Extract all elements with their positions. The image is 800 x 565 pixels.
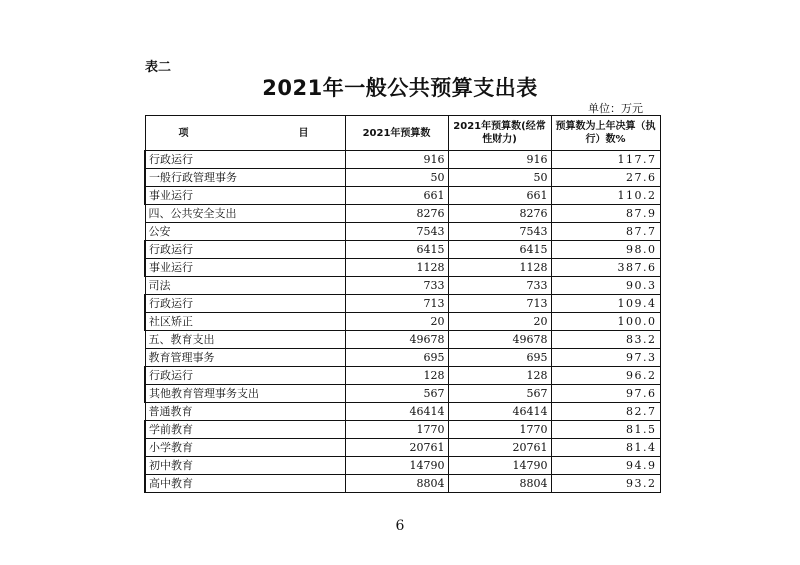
cell-regular: 1770 xyxy=(448,421,551,439)
header-budget: 2021年预算数 xyxy=(345,116,448,151)
budget-table xyxy=(144,115,661,493)
cell-budget: 8804 xyxy=(345,475,448,493)
cell-budget: 1770 xyxy=(345,421,448,439)
cell-pct: 117.7 xyxy=(551,151,660,169)
unit-label: 单位：万元 xyxy=(588,102,643,115)
table-row xyxy=(145,349,660,367)
cell-regular: 46414 xyxy=(448,403,551,421)
cell-pct: 90.3 xyxy=(551,277,660,295)
table-row xyxy=(145,151,660,169)
table-row xyxy=(145,439,660,457)
table-label: 表二 xyxy=(145,60,172,75)
cell-pct: 94.9 xyxy=(551,457,660,475)
cell-budget: 128 xyxy=(345,367,448,385)
cell-item: 事业运行 xyxy=(145,259,345,277)
table-row xyxy=(145,277,660,295)
cell-budget: 6415 xyxy=(345,241,448,259)
header-pct: 预算数为上年决算（执行）数% xyxy=(551,116,660,151)
cell-budget: 713 xyxy=(345,295,448,313)
cell-budget: 695 xyxy=(345,349,448,367)
cell-budget: 14790 xyxy=(345,457,448,475)
cell-budget: 20761 xyxy=(345,439,448,457)
cell-budget: 7543 xyxy=(345,223,448,241)
cell-regular: 567 xyxy=(448,385,551,403)
cell-regular: 6415 xyxy=(448,241,551,259)
header-item: 项 目 xyxy=(145,116,345,151)
cell-budget: 1128 xyxy=(345,259,448,277)
cell-budget: 8276 xyxy=(345,205,448,223)
cell-regular: 50 xyxy=(448,169,551,187)
table-row xyxy=(145,187,660,205)
table-row xyxy=(145,223,660,241)
cell-pct: 87.7 xyxy=(551,223,660,241)
cell-pct: 87.9 xyxy=(551,205,660,223)
cell-item: 学前教育 xyxy=(145,421,345,439)
cell-pct: 109.4 xyxy=(551,295,660,313)
cell-budget: 567 xyxy=(345,385,448,403)
page-number: 6 xyxy=(395,518,405,534)
table-row xyxy=(145,169,660,187)
cell-item: 行政运行 xyxy=(145,295,345,313)
cell-budget: 46414 xyxy=(345,403,448,421)
cell-regular: 49678 xyxy=(448,331,551,349)
cell-pct: 93.2 xyxy=(551,475,660,493)
cell-item: 四、公共安全支出 xyxy=(145,205,345,223)
table-row xyxy=(145,367,660,385)
cell-item: 其他教育管理事务支出 xyxy=(145,385,345,403)
cell-regular: 14790 xyxy=(448,457,551,475)
cell-item: 公安 xyxy=(145,223,345,241)
cell-item: 高中教育 xyxy=(145,475,345,493)
table-row xyxy=(145,403,660,421)
cell-item: 行政运行 xyxy=(145,241,345,259)
cell-regular: 916 xyxy=(448,151,551,169)
header-row xyxy=(145,116,660,151)
cell-pct: 27.6 xyxy=(551,169,660,187)
cell-regular: 128 xyxy=(448,367,551,385)
cell-regular: 7543 xyxy=(448,223,551,241)
cell-item: 事业运行 xyxy=(145,187,345,205)
cell-regular: 713 xyxy=(448,295,551,313)
cell-item: 教育管理事务 xyxy=(145,349,345,367)
table-row xyxy=(145,331,660,349)
cell-item: 社区矫正 xyxy=(145,313,345,331)
cell-regular: 8276 xyxy=(448,205,551,223)
cell-regular: 695 xyxy=(448,349,551,367)
cell-item: 行政运行 xyxy=(145,151,345,169)
cell-pct: 98.0 xyxy=(551,241,660,259)
cell-item: 初中教育 xyxy=(145,457,345,475)
cell-regular: 8804 xyxy=(448,475,551,493)
cell-regular: 1128 xyxy=(448,259,551,277)
cell-pct: 81.4 xyxy=(551,439,660,457)
table-row xyxy=(145,295,660,313)
cell-item: 小学教育 xyxy=(145,439,345,457)
cell-budget: 50 xyxy=(345,169,448,187)
table-row xyxy=(145,241,660,259)
table-body xyxy=(145,151,660,493)
cell-pct: 81.5 xyxy=(551,421,660,439)
table-row xyxy=(145,421,660,439)
table-row xyxy=(145,475,660,493)
cell-pct: 97.6 xyxy=(551,385,660,403)
cell-budget: 733 xyxy=(345,277,448,295)
cell-pct: 96.2 xyxy=(551,367,660,385)
cell-item: 行政运行 xyxy=(145,367,345,385)
cell-budget: 20 xyxy=(345,313,448,331)
cell-regular: 20761 xyxy=(448,439,551,457)
cell-regular: 661 xyxy=(448,187,551,205)
table-row xyxy=(145,259,660,277)
table-row xyxy=(145,313,660,331)
cell-budget: 49678 xyxy=(345,331,448,349)
cell-regular: 733 xyxy=(448,277,551,295)
cell-item: 普通教育 xyxy=(145,403,345,421)
cell-pct: 387.6 xyxy=(551,259,660,277)
cell-item: 一般行政管理事务 xyxy=(145,169,345,187)
cell-pct: 82.7 xyxy=(551,403,660,421)
cell-item: 司法 xyxy=(145,277,345,295)
cell-pct: 110.2 xyxy=(551,187,660,205)
cell-pct: 83.2 xyxy=(551,331,660,349)
cell-budget: 916 xyxy=(345,151,448,169)
table-row xyxy=(145,457,660,475)
cell-regular: 20 xyxy=(448,313,551,331)
cell-budget: 661 xyxy=(345,187,448,205)
table-row xyxy=(145,385,660,403)
table-row xyxy=(145,205,660,223)
cell-pct: 97.3 xyxy=(551,349,660,367)
cell-pct: 100.0 xyxy=(551,313,660,331)
cell-item: 五、教育支出 xyxy=(145,331,345,349)
header-regular: 2021年预算数(经常性财力) xyxy=(448,116,551,151)
page-title: 2021年一般公共预算支出表 xyxy=(262,76,538,100)
